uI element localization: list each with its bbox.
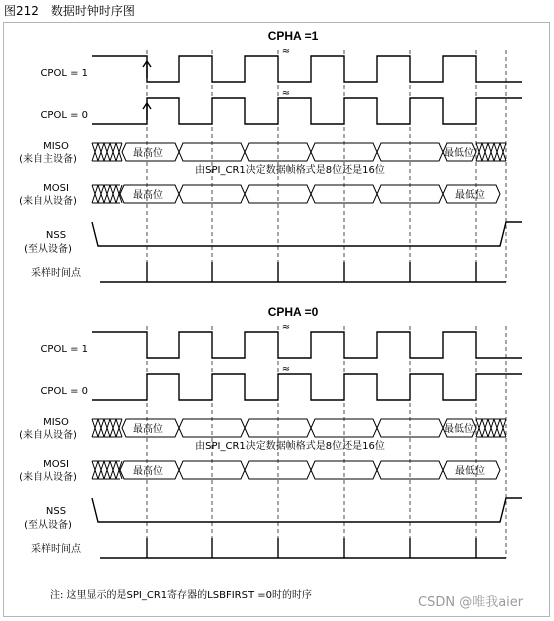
mosi-label: MOSI [43,183,69,194]
frame-format-note: 由SPI_CR1决定数据帧格式是8位还是16位 [195,441,385,452]
miso-msb-label: 最高位 [133,424,163,435]
undefined-data-hatch [92,419,122,437]
frame-format-note: 由SPI_CR1决定数据帧格式是8位还是16位 [195,165,385,176]
undefined-data-hatch [92,143,122,161]
cpol0-label: CPOL = 0 [40,386,88,397]
mosi-msb-label: 最高位 [133,466,163,477]
cpol0-clock-wave [92,98,522,124]
mosi-data-bus [120,461,500,479]
sample-edge-arrow-icon [143,61,151,78]
miso-label: MISO [43,417,69,428]
nss-label: NSS [45,230,67,241]
miso-data-bus [122,143,476,161]
miso-undefined-end [476,419,506,437]
cpol1-label: CPOL = 1 [40,344,88,355]
cpol0-label: CPOL = 0 [40,110,88,121]
timing-diagram-cpha0 [19,305,522,558]
miso-source-label: (来自从设备) [19,430,77,441]
cpol0-clock-wave [92,374,522,400]
miso-msb-label: 最高位 [133,148,163,159]
mosi-lsb-label: 最低位 [455,466,485,477]
miso-undefined-start [92,419,122,437]
diagram-header: CPHA =1 [267,29,319,43]
cpol1-label: CPOL = 1 [40,68,88,79]
undefined-data-hatch [476,419,506,437]
clock-break-icon: ≈ [281,322,291,333]
nss-wave [92,222,522,246]
miso-data-bus [122,419,476,437]
mosi-msb-label: 最高位 [133,190,163,201]
undefined-data-hatch [476,143,506,161]
figure-caption: 数据时钟时序图 [50,4,135,18]
sampling-points-label: 采样时间点 [31,544,81,555]
clock-break-icon: ≈ [281,364,291,375]
mosi-undefined-start [92,461,122,479]
miso-source-label: (来自主设备) [19,154,77,165]
cpol1-clock-wave [92,332,522,358]
mosi-data-bus [120,185,500,203]
nss-label: NSS [45,506,67,517]
miso-undefined-end [476,143,506,161]
mosi-source-label: (来自从设备) [19,196,77,207]
cpol1-clock-wave [92,56,522,82]
clock-break-icon: ≈ [281,46,291,57]
miso-label: MISO [43,141,69,152]
nss-target-label: (至从设备) [24,244,72,255]
miso-lsb-label: 最低位 [444,424,474,435]
sample-edge-arrow-icon [143,103,151,120]
sampling-points-label: 采样时间点 [31,268,81,279]
mosi-lsb-label: 最低位 [455,190,485,201]
undefined-data-hatch [92,461,122,479]
clock-break-icon: ≈ [281,88,291,99]
undefined-data-hatch [92,185,122,203]
nss-target-label: (至从设备) [24,520,72,531]
miso-undefined-start [92,143,122,161]
figure-number: 图212 [4,4,39,18]
nss-wave [92,498,522,522]
mosi-source-label: (来自从设备) [19,472,77,483]
miso-lsb-label: 最低位 [444,148,474,159]
watermark: CSDN @唯我aier [418,595,524,610]
timing-diagram-cpha1 [19,29,522,282]
mosi-label: MOSI [43,459,69,470]
footnote: 注: 这里显示的是SPI_CR1寄存器的LSBFIRST =0时的时序 [50,590,312,601]
mosi-undefined-start [92,185,122,203]
diagram-header: CPHA =0 [267,305,319,319]
